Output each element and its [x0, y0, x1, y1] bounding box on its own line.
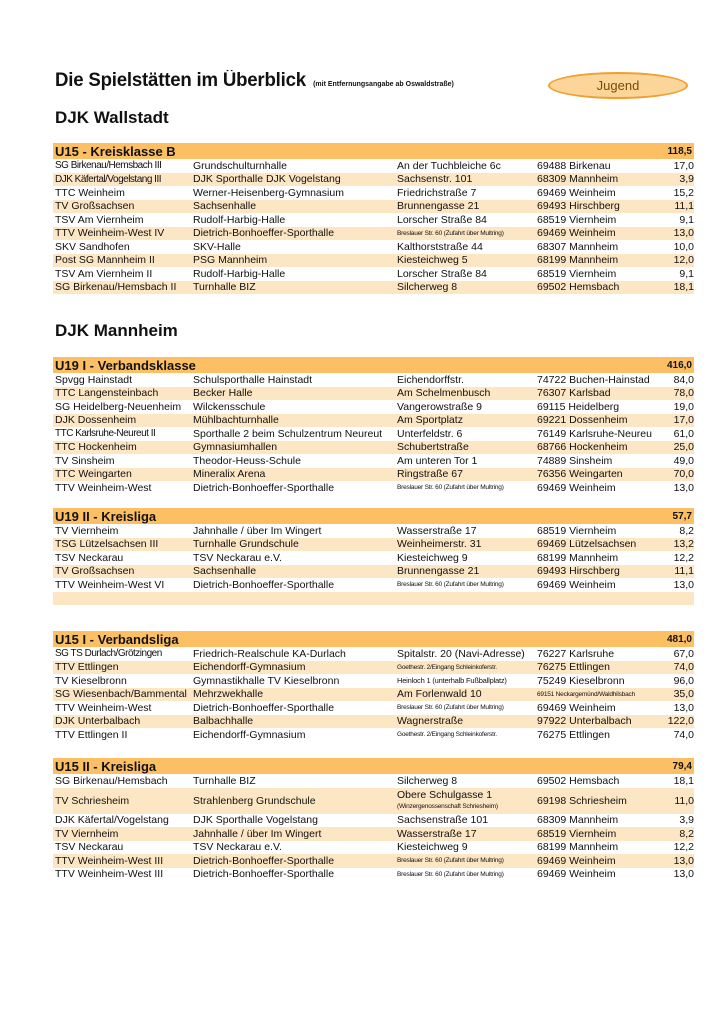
hall-cell: Grundschulturnhalle	[193, 159, 287, 172]
distance-cell: 10,0	[673, 240, 694, 253]
table-row	[53, 647, 694, 661]
hall-cell: Rudolf-Harbig-Halle	[193, 267, 286, 280]
hall-cell: Theodor-Heuss-Schule	[193, 454, 301, 467]
table-row	[53, 200, 694, 214]
distance-cell: 61,0	[673, 427, 694, 440]
hall-cell: TSV Neckarau e.V.	[193, 841, 282, 854]
city-cell: 68309 Mannheim	[537, 173, 619, 186]
hall-cell: Sachsenhalle	[193, 565, 257, 578]
city-cell: 68307 Mannheim	[537, 240, 619, 253]
address-cell: Kiesteichweg 9	[397, 551, 468, 564]
group-table	[53, 758, 694, 881]
city-cell: 74889 Sinsheim	[537, 454, 613, 467]
address-cell: Am Forlenwald 10	[397, 688, 482, 701]
hall-cell: Strahlenberg Grundschule	[193, 794, 316, 807]
table-row	[53, 454, 694, 468]
address-cell: Sachsenstraße 101	[397, 814, 489, 827]
hall-cell: Gymnastikhalle TV Kieselbronn	[193, 674, 340, 687]
team-cell: TSV Am Viernheim	[55, 213, 144, 226]
distance-cell: 13,0	[673, 481, 694, 494]
city-cell: 68519 Viernheim	[537, 267, 617, 280]
team-cell: TV Großsachsen	[55, 565, 135, 578]
hall-cell: Werner-Heisenberg-Gymnasium	[193, 186, 344, 199]
distance-cell: 74,0	[673, 728, 694, 741]
address-cell: Goethestr. 2/Eingang Schleinkoferstr.	[397, 731, 497, 739]
team-cell: SG Birkenau/Hemsbach	[55, 774, 168, 787]
distance-cell: 13,0	[673, 854, 694, 867]
page-subtitle: (mit Entfernungsangabe ab Oswaldstraße)	[313, 81, 454, 88]
address-cell: Wasserstraße 17	[397, 827, 477, 840]
address-cell: Breslauer Str. 60 (Zufahrt über Multring)	[397, 704, 504, 712]
address-cell: Breslauer Str. 60 (Zufahrt über Multring)	[397, 581, 504, 589]
hall-cell: Turnhalle Grundschule	[193, 538, 299, 551]
group-total-distance: 57,7	[672, 510, 692, 522]
empty-row	[53, 592, 694, 606]
distance-cell: 78,0	[673, 387, 694, 400]
distance-cell: 3,9	[679, 814, 694, 827]
city-cell: 69469 Weinheim	[537, 186, 616, 199]
address-cell: Sachsenstr. 101	[397, 173, 473, 186]
group-header	[53, 758, 694, 774]
address-cell	[397, 790, 537, 812]
hall-cell: Eichendorff-Gymnasium	[193, 728, 306, 741]
city-cell: 68199 Mannheim	[537, 551, 619, 564]
address-cell: Lorscher Straße 84	[397, 213, 487, 226]
hall-cell: Dietrich-Bonhoeffer-Sporthalle	[193, 227, 335, 240]
distance-cell: 19,0	[673, 400, 694, 413]
group-name: U19 I - Verbandsklasse	[55, 357, 196, 373]
team-cell: DJK Dossenheim	[55, 414, 137, 427]
city-cell: 69198 Schriesheim	[537, 794, 627, 807]
group-header	[53, 143, 694, 159]
table-row	[53, 868, 694, 882]
hall-cell: Dietrich-Bonhoeffer-Sporthalle	[193, 481, 335, 494]
address-note: (Winzergenossenschaft Schriesheim)	[397, 802, 498, 810]
table-row	[53, 427, 694, 441]
city-cell: 69469 Weinheim	[537, 227, 616, 240]
address-cell: Breslauer Str. 60 (Zufahrt über Multring)	[397, 870, 504, 878]
address-cell: Kiesteichweg 9	[397, 841, 468, 854]
team-cell: TSV Am Viernheim II	[55, 267, 153, 280]
distance-cell: 74,0	[673, 661, 694, 674]
city-cell: 68766 Hockenheim	[537, 441, 628, 454]
hall-cell: Dietrich-Bonhoeffer-Sporthalle	[193, 701, 335, 714]
team-cell: SKV Sandhofen	[55, 240, 130, 253]
team-cell: TV Sinsheim	[55, 454, 115, 467]
table-row	[53, 227, 694, 241]
group-name: U15 I - Verbandsliga	[55, 631, 179, 647]
table-row	[53, 400, 694, 414]
address-cell: Vangerowstraße 9	[397, 400, 483, 413]
page-title: Die Spielstätten im Überblick	[55, 70, 306, 91]
distance-cell: 84,0	[673, 373, 694, 386]
hall-cell: Becker Halle	[193, 387, 253, 400]
team-cell: TTV Ettlingen II	[55, 728, 128, 741]
table-row	[53, 213, 694, 227]
distance-cell: 70,0	[673, 468, 694, 481]
city-cell: 69502 Hemsbach	[537, 774, 620, 787]
city-cell: 76149 Karlsruhe-Neureu	[537, 427, 652, 440]
distance-cell: 18,1	[673, 774, 694, 787]
group-header	[53, 508, 694, 524]
group-name: U15 - Kreisklasse B	[55, 143, 176, 159]
city-cell: 69493 Hirschberg	[537, 200, 620, 213]
group-total-distance: 79,4	[672, 760, 692, 772]
distance-cell: 9,1	[679, 213, 694, 226]
group-header	[53, 357, 694, 373]
group-header	[53, 631, 694, 647]
hall-cell: SKV-Halle	[193, 240, 241, 253]
team-cell: TTV Ettlingen	[55, 661, 119, 674]
distance-cell: 9,1	[679, 267, 694, 280]
distance-cell: 13,2	[673, 538, 694, 551]
hall-cell: Jahnhalle / über Im Wingert	[193, 524, 322, 537]
team-cell: SG Wiesenbach/Bammental	[55, 688, 187, 701]
group-name: U19 II - Kreisliga	[55, 508, 157, 524]
team-cell: TTC Karlsruhe-Neureut II	[55, 428, 156, 440]
hall-cell: PSG Mannheim	[193, 254, 268, 267]
team-cell: DJK Käfertal/Vogelstang	[55, 814, 169, 827]
club-heading-mannheim: DJK Mannheim	[55, 321, 178, 340]
address-cell: Lorscher Straße 84	[397, 267, 487, 280]
team-cell: TTC Hockenheim	[55, 441, 137, 454]
team-cell: TV Großsachsen	[55, 200, 135, 213]
address-cell: Wasserstraße 17	[397, 524, 477, 537]
distance-cell: 67,0	[673, 647, 694, 660]
city-cell: 76356 Weingarten	[537, 468, 623, 481]
hall-cell: Mühlbachturnhalle	[193, 414, 279, 427]
city-cell: 69469 Lützelsachsen	[537, 538, 637, 551]
team-cell: Post SG Mannheim II	[55, 254, 155, 267]
jugend-badge[interactable]: Jugend	[548, 72, 688, 99]
city-cell: 68519 Viernheim	[537, 524, 617, 537]
table-row	[53, 551, 694, 565]
table-row	[53, 387, 694, 401]
table-row	[53, 254, 694, 268]
table-row	[53, 414, 694, 428]
hall-cell: Dietrich-Bonhoeffer-Sporthalle	[193, 868, 335, 881]
city-cell: 68519 Viernheim	[537, 827, 617, 840]
hall-cell: Wilckensschule	[193, 400, 266, 413]
hall-cell: Gymnasiumhallen	[193, 441, 278, 454]
distance-cell: 17,0	[673, 414, 694, 427]
city-cell: 69502 Hemsbach	[537, 281, 620, 294]
address-cell: Spitalstr. 20 (Navi-Adresse)	[397, 647, 525, 660]
table-row	[53, 481, 694, 495]
distance-cell: 35,0	[673, 688, 694, 701]
hall-cell: Mineralix Arena	[193, 468, 266, 481]
address-cell: Brunnengasse 21	[397, 200, 480, 213]
team-cell: TSV Neckarau	[55, 841, 124, 854]
city-cell: 76275 Ettlingen	[537, 661, 610, 674]
team-cell: TV Viernheim	[55, 827, 119, 840]
city-cell: 74722 Buchen-Hainstad	[537, 373, 650, 386]
team-cell: DJK Unterbalbach	[55, 715, 141, 728]
team-cell: TTC Langensteinbach	[55, 387, 159, 400]
address-cell: Heinloch 1 (unterhalb Fußballplatz)	[397, 676, 507, 686]
distance-cell: 122,0	[667, 715, 694, 728]
table-row	[53, 538, 694, 552]
table-row	[53, 774, 694, 788]
team-cell: TTV Weinheim-West III	[55, 868, 164, 881]
group-table	[53, 357, 694, 495]
address-cell: Am Schelmenbusch	[397, 387, 491, 400]
address-cell: Brunnengasse 21	[397, 565, 480, 578]
city-cell: 69488 Birkenau	[537, 159, 611, 172]
distance-cell: 8,2	[679, 827, 694, 840]
title-line	[55, 70, 454, 92]
table-row	[53, 715, 694, 729]
city-cell: 68199 Mannheim	[537, 254, 619, 267]
table-row	[53, 267, 694, 281]
table-row	[53, 814, 694, 828]
address-cell: Am unteren Tor 1	[397, 454, 478, 467]
table-row	[53, 468, 694, 482]
hall-cell: Friedrich-Realschule KA-Durlach	[193, 647, 346, 660]
distance-cell: 13,0	[673, 701, 694, 714]
team-cell: SG Heidelberg-Neuenheim	[55, 400, 182, 413]
address-cell: Goethestr. 2/Eingang Schleinkoferstr.	[397, 663, 497, 671]
city-cell: 76307 Karlsbad	[537, 387, 611, 400]
address-cell: Silcherweg 8	[397, 281, 458, 294]
hall-cell: Balbachhalle	[193, 715, 254, 728]
city-cell: 69115 Heidelberg	[537, 400, 620, 413]
team-cell: TV Viernheim	[55, 524, 119, 537]
hall-cell: Schulsporthalle Hainstadt	[193, 373, 313, 386]
team-cell: TV Schriesheim	[55, 794, 130, 807]
table-row	[53, 854, 694, 868]
distance-cell: 13,0	[673, 227, 694, 240]
club-heading-wallstadt: DJK Wallstadt	[55, 108, 169, 127]
address-cell: Am Sportplatz	[397, 414, 463, 427]
city-cell: 97922 Unterbalbach	[537, 715, 632, 728]
address-cell: Silcherweg 8	[397, 774, 458, 787]
distance-cell: 12,0	[673, 254, 694, 267]
group-table	[53, 508, 694, 605]
hall-cell: Dietrich-Bonhoeffer-Sporthalle	[193, 854, 335, 867]
distance-cell: 96,0	[673, 674, 694, 687]
table-row	[53, 688, 694, 702]
city-cell: 69469 Weinheim	[537, 854, 616, 867]
address-cell: Ringstraße 67	[397, 468, 463, 481]
hall-cell: Rudolf-Harbig-Halle	[193, 213, 286, 226]
hall-cell: TSV Neckarau e.V.	[193, 551, 282, 564]
hall-cell: DJK Sporthalle DJK Vogelstang	[193, 173, 341, 186]
distance-cell: 8,2	[679, 524, 694, 537]
city-cell: 69469 Weinheim	[537, 868, 616, 881]
city-cell: 69469 Weinheim	[537, 481, 616, 494]
address-cell: An der Tuchbleiche 6c	[397, 159, 501, 172]
address-cell: Friedrichstraße 7	[397, 186, 477, 199]
address-cell: Kalthorststraße 44	[397, 240, 483, 253]
team-cell: TTV Weinheim-West	[55, 481, 152, 494]
group-name: U15 II - Kreisliga	[55, 758, 157, 774]
table-row	[53, 173, 694, 187]
city-cell: 69469 Weinheim	[537, 701, 616, 714]
distance-cell: 17,0	[673, 159, 694, 172]
team-cell: SG TS Durlach/Grötzingen	[55, 648, 162, 660]
table-row	[53, 373, 694, 387]
hall-cell: Eichendorff-Gymnasium	[193, 661, 306, 674]
address-cell: Breslauer Str. 60 (Zufahrt über Multring)	[397, 229, 504, 237]
team-cell: TV Kieselbronn	[55, 674, 127, 687]
distance-cell: 18,1	[673, 281, 694, 294]
hall-cell: Jahnhalle / über Im Wingert	[193, 827, 322, 840]
distance-cell: 11,1	[674, 565, 694, 578]
team-cell: TSV Neckarau	[55, 551, 124, 564]
hall-cell: Turnhalle BIZ	[193, 774, 256, 787]
distance-cell: 3,9	[679, 173, 694, 186]
distance-cell: 13,0	[673, 868, 694, 881]
team-cell: TSG Lützelsachsen III	[55, 538, 159, 551]
table-row	[53, 661, 694, 675]
group-total-distance: 416,0	[666, 359, 692, 371]
city-cell: 76275 Ettlingen	[537, 728, 610, 741]
table-row	[53, 788, 694, 814]
city-cell: 69493 Hirschberg	[537, 565, 620, 578]
team-cell: SG Birkenau/Hemsbach III	[55, 160, 162, 172]
address-cell: Breslauer Str. 60 (Zufahrt über Multring)	[397, 484, 504, 492]
group-total-distance: 118,5	[667, 145, 692, 157]
address-cell: Wagnerstraße	[397, 715, 464, 728]
hall-cell: Dietrich-Bonhoeffer-Sporthalle	[193, 578, 335, 591]
city-cell: 69469 Weinheim	[537, 578, 616, 591]
hall-cell: Mehrzwekhalle	[193, 688, 264, 701]
hall-cell: Sporthalle 2 beim Schulzentrum Neureut	[193, 427, 383, 440]
table-row	[53, 728, 694, 742]
table-row	[53, 565, 694, 579]
table-row	[53, 827, 694, 841]
team-cell: Spvgg Hainstadt	[55, 373, 133, 386]
distance-cell: 13,0	[673, 578, 694, 591]
city-cell: 69221 Dossenheim	[537, 414, 628, 427]
address-cell: Schubertstraße	[397, 441, 469, 454]
city-cell: 76227 Karlsruhe	[537, 647, 615, 660]
city-cell: 69151 Neckargemünd/Waldhilsbach	[537, 690, 635, 698]
team-cell: DJK Käfertal/Vogelstang III	[55, 173, 162, 185]
table-row	[53, 186, 694, 200]
table-row	[53, 240, 694, 254]
address-cell: Unterfeldstr. 6	[397, 427, 463, 440]
address-cell: Kiesteichweg 5	[397, 254, 468, 267]
city-cell: 68309 Mannheim	[537, 814, 619, 827]
team-cell: TTV Weinheim-West IV	[55, 227, 165, 240]
city-cell: 68199 Mannheim	[537, 841, 619, 854]
table-row	[53, 281, 694, 295]
hall-cell: DJK Sporthalle Vogelstang	[193, 814, 318, 827]
team-cell: SG Birkenau/Hemsbach II	[55, 281, 177, 294]
table-row	[53, 674, 694, 688]
distance-cell: 11,0	[674, 794, 694, 807]
hall-cell: Turnhalle BIZ	[193, 281, 256, 294]
table-row	[53, 524, 694, 538]
table-row	[53, 701, 694, 715]
team-cell: TTC Weinheim	[55, 186, 125, 199]
city-cell: 68519 Viernheim	[537, 213, 617, 226]
table-row	[53, 441, 694, 455]
table-row	[53, 578, 694, 592]
address-cell: Breslauer Str. 60 (Zufahrt über Multring)	[397, 857, 504, 865]
table-row	[53, 841, 694, 855]
table-row	[53, 159, 694, 173]
group-table	[53, 143, 694, 294]
city-cell: 75249 Kieselbronn	[537, 674, 625, 687]
address-cell: Weinheimerstr. 31	[397, 538, 482, 551]
team-cell: TTV Weinheim-West	[55, 701, 152, 714]
group-total-distance: 481,0	[666, 633, 692, 645]
team-cell: TTV Weinheim-West III	[55, 854, 164, 867]
group-table	[53, 631, 694, 742]
address-text: Obere Schulgasse 1	[397, 789, 493, 801]
distance-cell: 15,2	[673, 186, 694, 199]
distance-cell: 11,1	[674, 200, 694, 213]
distance-cell: 25,0	[673, 441, 694, 454]
hall-cell: Sachsenhalle	[193, 200, 257, 213]
distance-cell: 49,0	[673, 454, 694, 467]
distance-cell: 12,2	[673, 551, 694, 564]
distance-cell: 12,2	[673, 841, 694, 854]
team-cell: TTV Weinheim-West VI	[55, 578, 165, 591]
address-cell: Eichendorffstr.	[397, 373, 464, 386]
team-cell: TTC Weingarten	[55, 468, 132, 481]
